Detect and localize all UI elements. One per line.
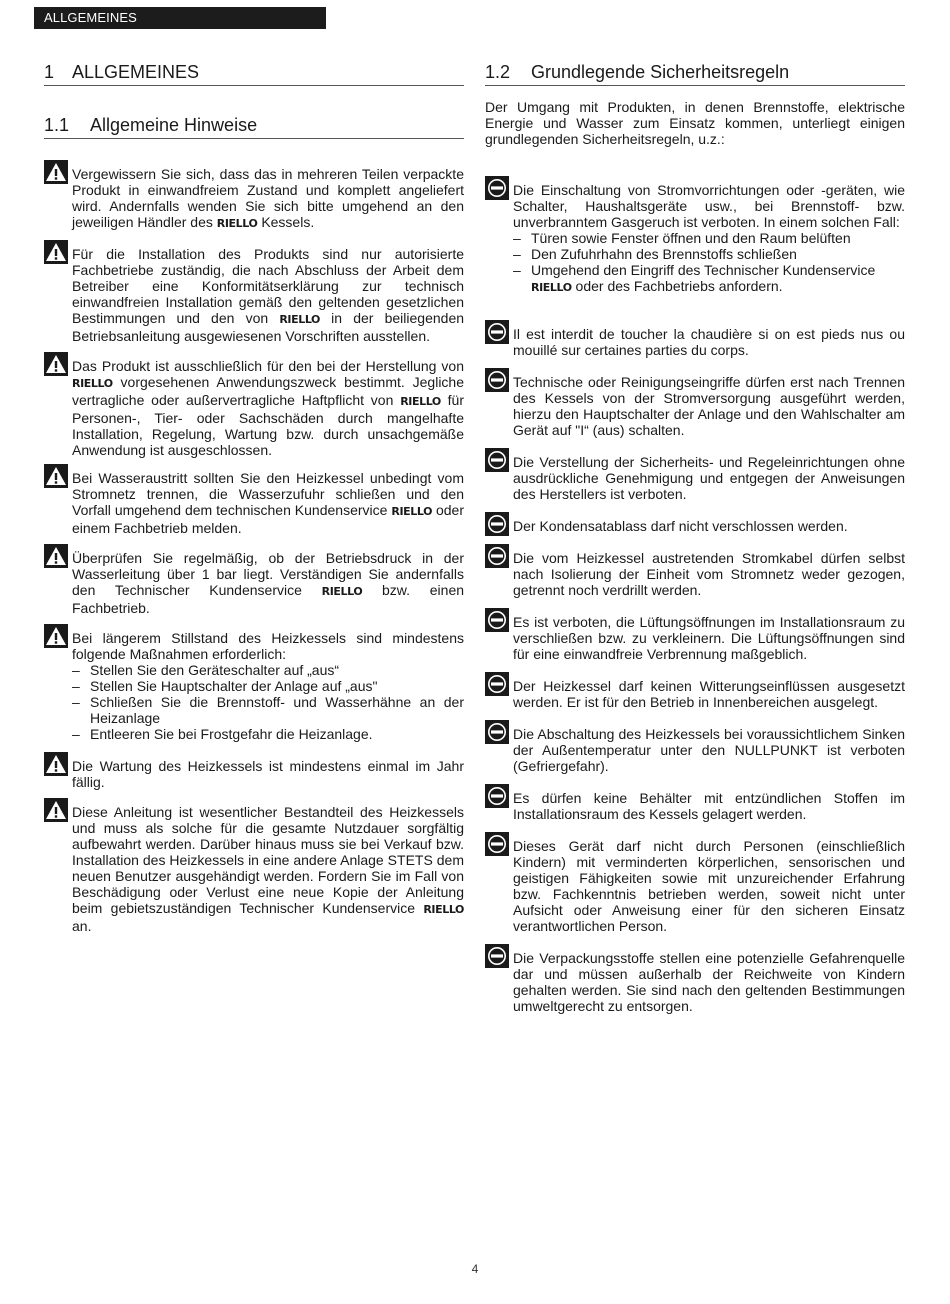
list-item: – Den Zufuhrhahn des Brennstoffs schließen (513, 246, 797, 262)
text-segment: oder einem Fachbetrieb melden. (72, 502, 465, 536)
no-entry-icon (485, 944, 509, 968)
warning-text (72, 544, 464, 616)
prohibition-text: Es ist verboten, die Lüftungsöffnungen im Installationsraum zu verschließen bzw. zu verkleinern. Die Lüftungsöffnungen sind für eine einwandfreie Verbrennung maßgeblich. (513, 614, 905, 662)
list-item-text: Stellen Sie den Geräteschalter auf „aus“ (90, 662, 340, 678)
prohibition-text: Die Verpackungsstoffe stellen eine potenzielle Gefahrenquelle dar und müssen außerhalb der Reichweite von Kindern gehalten werden. Sie sind nach den geltenden Bestimmungen umweltgerecht zu entsorgen. (513, 950, 905, 1014)
text-segment: Die Einschaltung von Stromvorrichtungen oder -geräten, wie Schalter, Haushaltsgeräte usw., bei Brennstoff- bzw. unverbranntem Gasgeruch ist verboten. In einem solchen Fall: (513, 182, 905, 230)
list-item: – Stellen Sie Hauptschalter der Anlage auf „aus" (72, 678, 378, 694)
warning-item-6 (44, 624, 464, 742)
warning-item-3 (44, 352, 464, 458)
warning-triangle-icon (44, 798, 68, 822)
prohibition-item-10 (485, 784, 905, 822)
text-segment: Überprüfen Sie regelmäßig, ob der Betriebsdruck in der Wasserleitung über 1 bar liegt. Verständigen Sie andernfalls den Technischer Kundenservice (72, 550, 464, 598)
warning-item-2 (44, 240, 464, 344)
no-entry-icon (485, 176, 509, 200)
prohibition-text: Die Abschaltung des Heizkessels bei voraussichtlichem Sinken der Außentemperatur unter den NULLPUNKT ist verboten (Gefriergefahr). (513, 726, 905, 774)
prohibition-item-9 (485, 720, 905, 774)
list-item-text: oder des Fachbetriebs anfordern. (575, 278, 783, 294)
brand-logo-text: RIELLO (423, 903, 464, 916)
warning-text (72, 160, 464, 232)
warning-triangle-icon (44, 240, 68, 264)
prohibition-text: Die vom Heizkessel austretenden Stromkabel dürfen selbst nach Isolierung der Einheit vom Stromnetz weder gezogen, getrennt noch verdrillt werden. (513, 550, 905, 598)
prohibition-text: Dieses Gerät darf nicht durch Personen (einschließlich Kindern) mit verminderten körperlichen, sensorischen und geistigen Fähigkeiten sowie mit unzureichender Erfahrung bzw. Fachkenntnis betrieben werden, soweit nicht unter Aufsicht oder Anweisung einer für den sicheren Einsatz verantwortlichen Person. (513, 838, 905, 934)
brand-logo-text: RIELLO (321, 585, 363, 598)
no-entry-icon (485, 320, 509, 344)
section-1-1-heading (44, 115, 464, 139)
warning-text (72, 352, 464, 458)
section-1-heading (44, 62, 464, 86)
list-item: – Stellen Sie den Geräteschalter auf „aus“ (72, 662, 340, 678)
actions-list (513, 230, 905, 296)
warning-triangle-icon (44, 464, 68, 488)
prohibition-item-2 (485, 320, 905, 358)
list-item-text: Stellen Sie Hauptschalter der Anlage auf „aus" (90, 678, 378, 694)
list-item: – Türen sowie Fenster öffnen und den Raum belüften (513, 230, 851, 246)
no-entry-icon (485, 608, 509, 632)
text-segment: an. (72, 918, 92, 934)
warning-text (72, 464, 464, 536)
prohibition-item-5 (485, 512, 905, 534)
safety-intro-paragraph: Der Umgang mit Produkten, in denen Brennstoffe, elektrische Energie und Wasser zum Einsatz kommen, unterliegt einigen grundlegenden Sicherheitsregeln, u.z.: (485, 99, 905, 147)
text-segment: Das Produkt ist ausschließlich für den bei der Herstellung von (72, 358, 464, 374)
text-segment: Bei Wasseraustritt sollten Sie den Heizkessel unbedingt vom Stromnetz trennen, die Wasserzufuhr schließen und den Vorfall umgehend dem technischen Kundenservice (72, 470, 464, 518)
list-item-text: Schließen Sie die Brennstoff- und Wasserhähne an der Heizanlage (90, 694, 464, 726)
section-1-number: 1 (44, 62, 55, 82)
list-item-text: Den Zufuhrhahn des Brennstoffs schließen (531, 246, 797, 262)
warning-triangle-icon (44, 624, 68, 648)
section-1-2-heading (485, 62, 905, 86)
warning-item-5 (44, 544, 464, 616)
text-segment: Für die Installation des Produkts sind nur autorisierte Fachbetriebe zuständig, die nach Abschluss der Arbeit dem Betreiber eine Konformitätserklärung zur technisch einwandfreien Installation gemäß den geltenden gesetzlichen Bestimmungen und den von (72, 246, 464, 326)
warning-item-4 (44, 464, 464, 536)
section-1-title: ALLGEMEINES (72, 62, 200, 82)
text-segment: für Personen-, Tier- oder Sachschäden durch mangelhafte Installation, Regelung, Wartung bzw. durch unsachgemäße Anwendung ist ausgeschlossen. (72, 392, 465, 458)
warning-text (72, 624, 464, 742)
no-entry-icon (485, 832, 509, 856)
prohibition-item-8 (485, 672, 905, 710)
prohibition-text: Technische oder Reinigungseingriffe dürfen erst nach Trennen des Kessels von der Stromversorgung ausgeführt werden, hierzu den Hauptschalter der Anlage und den Wahlschalter am Gerät auf "I“ (aus) schalten. (513, 374, 905, 438)
text-segment: bzw. einen Fachbetrieb. (72, 582, 465, 616)
prohibition-item-1 (485, 176, 905, 296)
prohibition-item-7 (485, 608, 905, 662)
warning-item-1 (44, 160, 464, 232)
no-entry-icon (485, 672, 509, 696)
prohibition-text: Es dürfen keine Behälter mit entzündlichen Stoffen im Installationsraum des Kessels gelagert werden. (513, 790, 905, 822)
warning-text (72, 240, 464, 344)
warning-triangle-icon (44, 544, 68, 568)
prohibition-text (513, 176, 905, 296)
brand-logo-text: RIELLO (391, 505, 433, 518)
page-number: 4 (471, 1262, 479, 1276)
list-item: – Entleeren Sie bei Frostgefahr die Heizanlage. (72, 726, 373, 742)
brand-logo-text: RIELLO (400, 395, 441, 408)
brand-logo-text: RIELLO (531, 281, 572, 294)
no-entry-icon (485, 784, 509, 808)
prohibition-text: Il est interdit de toucher la chaudière si on est pieds nus ou mouillé sur certaines parties du corps. (513, 326, 905, 358)
text-segment: Diese Anleitung ist wesentlicher Bestandteil des Heizkessels und muss als solche für die gesamte Nutzdauer sorgfältig aufbewahrt werden. Darüber hinaus muss sie bei Verkauf bzw. Installation des Heizkessels in eine andere Anlage STETS dem neuen Benutzer ausgehändigt werden. Fordern Sie im Fall von Beschädigung oder Verlust eine neue Kopie der Anleitung beim gebietszuständigen Technischer Kundenservice (72, 804, 464, 916)
text-segment: Kessels. (261, 214, 315, 230)
list-item-text: Türen sowie Fenster öffnen und den Raum belüften (531, 230, 851, 246)
text-segment: in der beiliegenden Betriebsanleitung ausgewiesenen Vorschriften ausstellen. (72, 310, 465, 344)
prohibition-text: Der Kondensatablass darf nicht verschlossen werden. (513, 518, 848, 534)
list-item-text: Umgehend den Eingriff des Technischer Kundenservice (531, 262, 876, 278)
brand-logo-text: RIELLO (279, 313, 320, 326)
text-segment: vorgesehenen Anwendungszweck bestimmt. Jegliche vertragliche oder außervertragliche Haftpflicht von (72, 374, 464, 408)
section-1-1-number: 1.1 (44, 115, 70, 135)
running-header (34, 7, 326, 29)
warning-triangle-icon (44, 352, 68, 376)
brand-logo-text: RIELLO (216, 217, 258, 230)
warning-item-8 (44, 798, 464, 934)
warning-text (72, 752, 464, 790)
warning-triangle-icon (44, 160, 68, 184)
prohibition-item-11 (485, 832, 905, 934)
prohibition-item-6 (485, 544, 905, 598)
prohibition-item-4 (485, 448, 905, 502)
no-entry-icon (485, 368, 509, 392)
prohibition-text: Der Heizkessel darf keinen Witterungseinflüssen ausgesetzt werden. Er ist für den Betrieb in Innenbereichen ausgelegt. (513, 678, 905, 710)
no-entry-icon (485, 512, 509, 536)
no-entry-icon (485, 544, 509, 568)
prohibition-item-12 (485, 944, 905, 1014)
brand-logo-text: RIELLO (72, 377, 113, 390)
running-header-label: ALLGEMEINES (44, 10, 137, 25)
prohibition-text: Die Verstellung der Sicherheits- und Regeleinrichtungen ohne ausdrückliche Genehmigung und entgegen der Anweisungen des Herstellers ist verboten. (513, 454, 905, 502)
measures-list (72, 662, 464, 742)
warning-triangle-icon (44, 752, 68, 776)
text-segment: Bei längerem Stillstand des Heizkessels sind mindestens folgende Maßnahmen erforderlich: (72, 630, 464, 662)
warning-text (72, 798, 464, 934)
list-item: – Schließen Sie die Brennstoff- und Wasserhähne an der Heizanlage (72, 694, 464, 726)
section-1-2-title: Grundlegende Sicherheitsregeln (531, 62, 790, 82)
no-entry-icon (485, 448, 509, 472)
list-item: – Umgehend den Eingriff des Technischer Kundenservice RIELLO oder des Fachbetriebs anfordern. (513, 262, 876, 294)
no-entry-icon (485, 720, 509, 744)
text-segment: Die Wartung des Heizkessels ist mindestens einmal im Jahr fällig. (72, 758, 464, 790)
warning-item-7 (44, 752, 464, 790)
prohibition-item-3 (485, 368, 905, 438)
text-segment: Vergewissern Sie sich, dass das in mehreren Teilen verpackte Produkt in einwandfreiem Zustand und komplett angeliefert wird. Andernfalls wenden Sie sich bitte umgehend an den jeweiligen Händler des (72, 166, 464, 230)
section-1-1-title: Allgemeine Hinweise (90, 115, 258, 135)
section-1-2-number: 1.2 (485, 62, 511, 82)
list-item-text: Entleeren Sie bei Frostgefahr die Heizanlage. (90, 726, 373, 742)
